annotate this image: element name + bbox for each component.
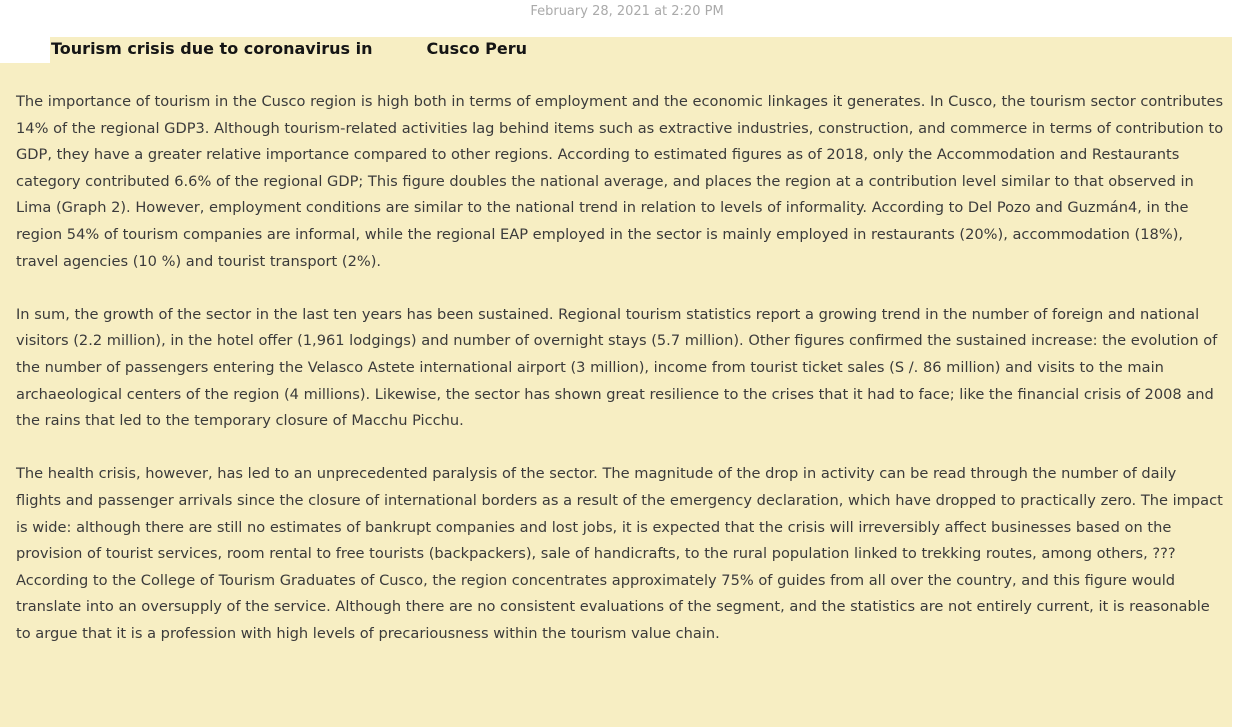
note-title-indent [0, 37, 50, 63]
note-title[interactable] [51, 39, 527, 59]
note-title-part1: Tourism crisis due to coronavirus in [51, 39, 373, 58]
note-content[interactable] [16, 89, 1226, 674]
paragraph-employment: The importance of tourism in the Cusco region is high both in terms of employment and the economic linkages it generates. In Cusco, the tourism sector contributes 14% of the regional GDP3. Although tourism-related activities lag behind items such as extractive industries, construction, and commerce in terms of contribution to GDP, they have a greater relative importance compared to other regions. According to estimated figures as of 2018, only the Accommodation and Restaurants category contributed 6.6% of the regional GDP; This figure doubles the national average, and places the region at a contribution level similar to that observed in Lima (Graph 2). However, employment conditions are similar to the national trend in relation to levels of informality. According to Del Pozo and Guzmán4, in the region 54% of tourism companies are informal, while the regional EAP employed in the sector is mainly employed in restaurants (20%), accommodation (18%), travel agencies (10 %) and tourist transport (2%). [16, 93, 1224, 270]
paragraph-growth: In sum, the growth of the sector in the last ten years has been sustained. Regional tourism statistics report a growing trend in the number of foreign and national visitors (2.2 million), in the hotel offer (1,961 lodgings) and number of overnight stays (5.7 million). Other figures confirmed the sustained increase: the evolution of the number of passengers entering the Velasco Astete international airport (3 million), income from tourist ticket sales (S /. 86 million) and visits to the main archaeological centers of the region (4 millions). Likewise, the sector has shown great resilience to the crises that it had to face; like the financial crisis of 2008 and the rains that led to the temporary closure of Macchu Picchu. [16, 305, 1218, 430]
paragraph-health-crisis: The health crisis, however, has led to an unprecedented paralysis of the sector. The magnitude of the drop in activity can be read through the number of daily flights and passenger arrivals since the closure of international borders as a result of the emergency declaration, which have dropped to practically zero. The impact is wide: although there are still no estimates of bankrupt companies and lost jobs, it is expected that the crisis will irreversibly affect businesses based on the provision of tourist services, room rental to free tourists (backpackers), sale of handicrafts, to the rural population linked to trekking routes, among others, ??? According to the College of Tourism Graduates of Cusco, the region concentrates approximately 75% of guides from all over the country, and this figure would translate into an oversupply of the service. Although there are no consistent evaluations of the segment, and the statistics are not entirely current, it is reasonable to argue that it is a profession with high levels of precariousness within the tourism value chain. [16, 465, 1223, 642]
note-timestamp: February 28, 2021 at 2:20 PM [530, 4, 724, 19]
note-title-part2: Cusco Peru [426, 39, 528, 58]
